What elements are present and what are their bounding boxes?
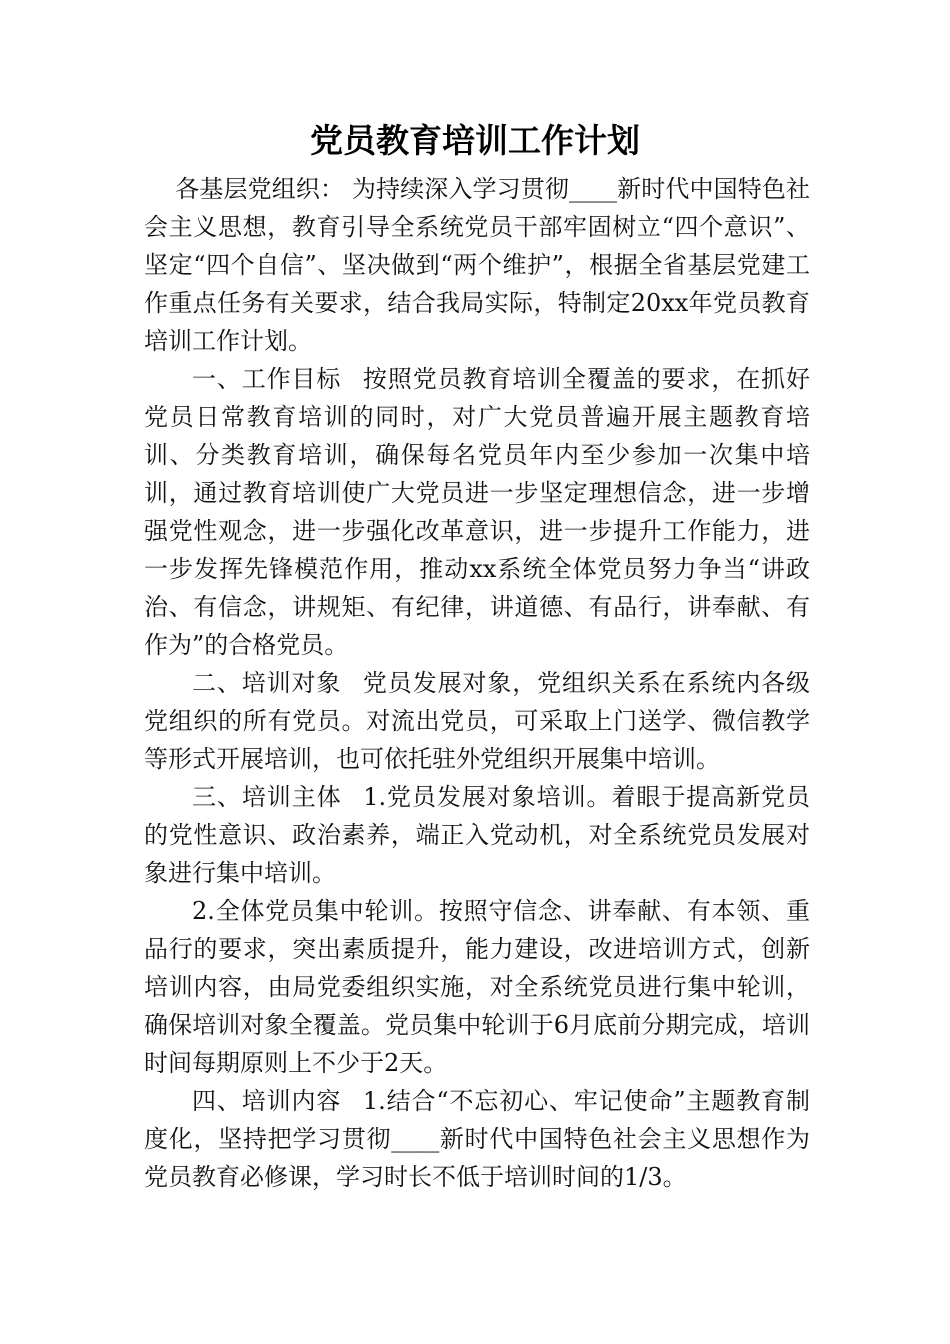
paragraph-text: 2.全体党员集中轮训。按照守信念、讲奉献、有本领、重品行的要求，突出素质提升，能力建设，改进培训方式，创新培训内容，由局党委组织实施，对全系统党员进行集中轮训，确保培训对象全覆盖。党员集中轮训于6月底前分期完成，培训时间每期原则上不少于2天。 [144, 897, 810, 1077]
paragraph-section-2 [144, 664, 810, 778]
paragraph-section-3-item-2 [144, 892, 810, 1082]
section-heading: 三、培训主体 [192, 783, 342, 811]
paragraph-text: 1.党员发展对象培训。着眼于提高新党员的党性意识、政治素养，端正入党动机，对全系统党员发展对象进行集中培训。 [144, 783, 810, 887]
paragraph-section-3 [144, 778, 810, 892]
paragraph-intro [144, 170, 810, 360]
paragraph-section-4 [144, 1082, 810, 1196]
section-heading: 二、培训对象 [192, 669, 342, 697]
paragraph-text: 1.结合“不忘初心、牢记使命”主题教育制度化，坚持把学习贯彻____新时代中国特色社会主义思想作为党员教育必修课，学习时长不低于培训时间的1/3。 [144, 1087, 811, 1191]
section-heading: 四、培训内容 [192, 1087, 342, 1115]
document-title: 党员教育培训工作计划 [310, 121, 640, 160]
paragraph-text: 党员发展对象，党组织关系在系统内各级党组织的所有党员。对流出党员，可采取上门送学、微信教学等形式开展培训，也可依托驻外党组织开展集中培训。 [144, 669, 811, 773]
section-heading: 一、工作目标 [192, 365, 342, 393]
paragraph-section-1 [144, 360, 810, 664]
document-body [144, 170, 810, 1196]
paragraph-text: 按照党员教育培训全覆盖的要求，在抓好党员日常教育培训的同时，对广大党员普遍开展主题教育培训、分类教育培训，确保每名党员年内至少参加一次集中培训，通过教育培训使广大党员进一步坚定理想信念，进一步增强党性观念，进一步强化改革意识，进一步提升工作能力，进一步发挥先锋模范作用，推动xx系统全体党员努力争当“讲政治、有信念，讲规矩、有纪律，讲道德、有品行，讲奉献、有作为”的合格党员。 [144, 365, 811, 659]
paragraph-text: 各基层党组织： 为持续深入学习贯彻____新时代中国特色社会主义思想，教育引导全系统党员干部牢固树立“四个意识”、坚定“四个自信”、坚决做到“两个维护”，根据全省基层党建工作重点任务有关要求，结合我局实际，特制定20xx年党员教育培训工作计划。 [144, 175, 810, 355]
